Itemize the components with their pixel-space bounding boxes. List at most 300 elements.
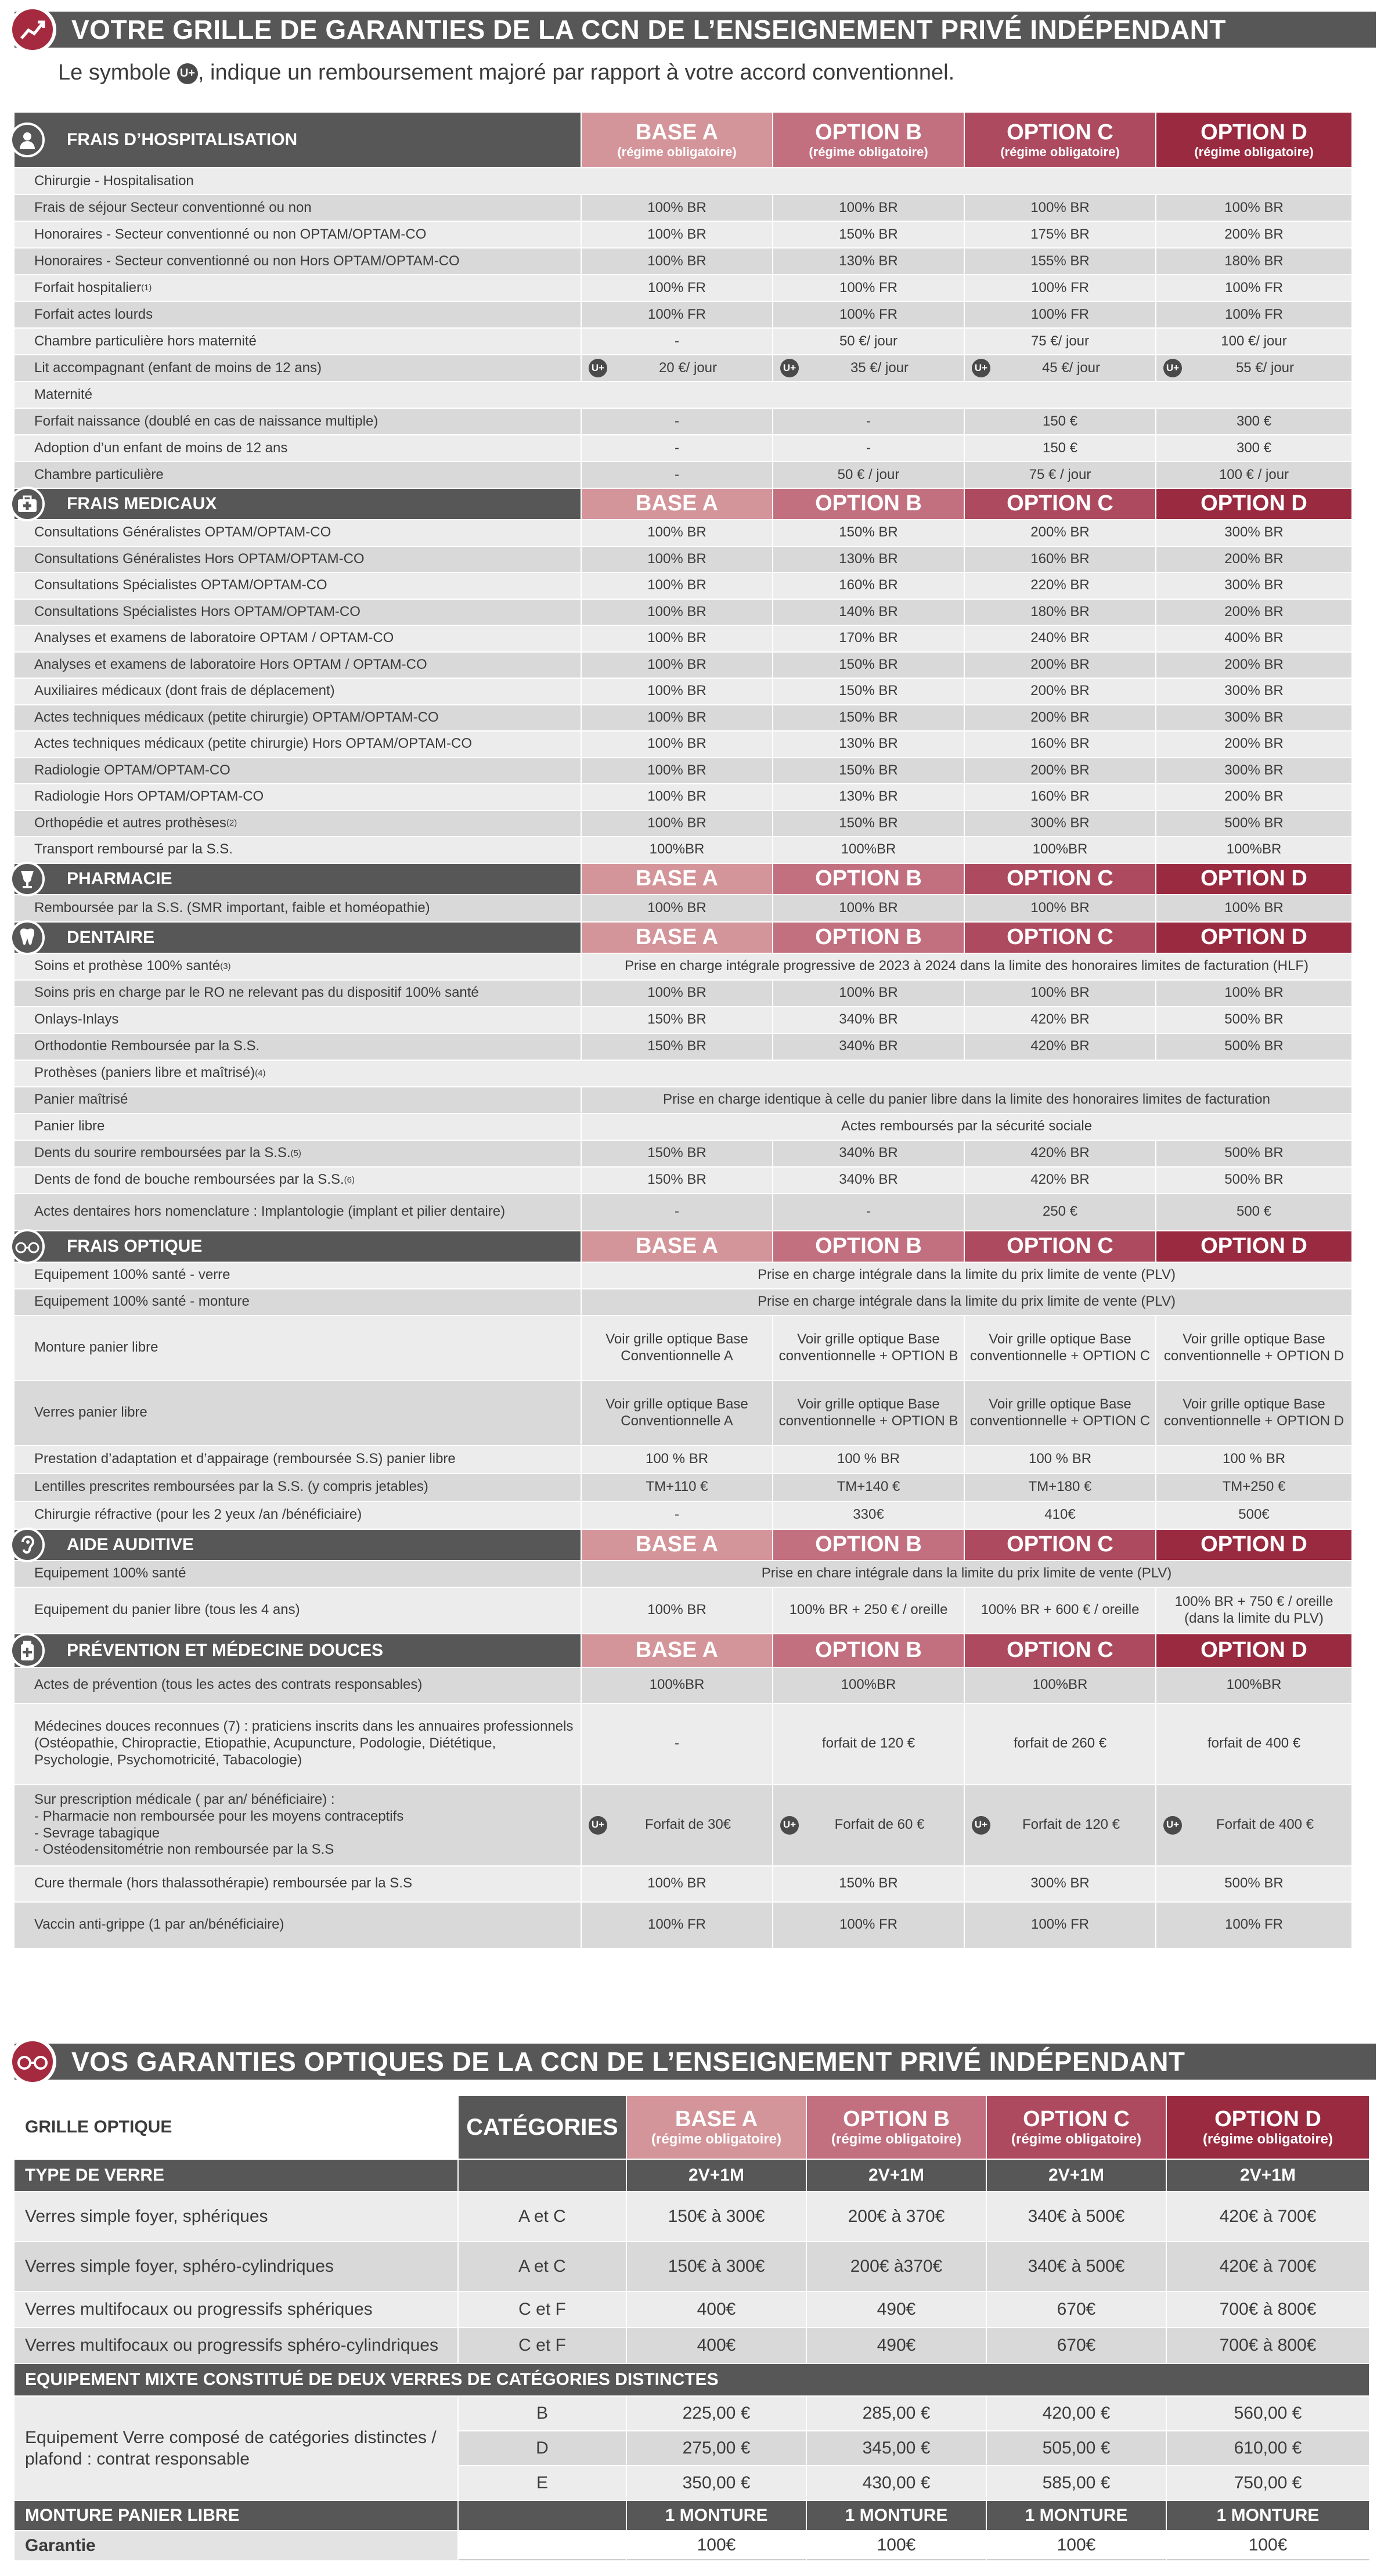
row-value: 100% BR bbox=[582, 811, 773, 837]
row-label bbox=[15, 1289, 582, 1315]
row-value: 500% BR bbox=[1156, 1007, 1353, 1033]
column-header: OPTION D bbox=[1156, 1634, 1353, 1667]
row-label bbox=[15, 1034, 582, 1060]
row-value: 100%BR bbox=[965, 837, 1156, 863]
section-header-label bbox=[15, 1530, 582, 1560]
row-value: 200% BR bbox=[1156, 784, 1353, 810]
column-header: OPTION C bbox=[965, 1231, 1156, 1262]
row-label bbox=[15, 1474, 582, 1501]
row-label-text: Lentilles prescrites remboursées par la S.S. (y compris jetables) bbox=[34, 1479, 428, 1495]
table-row bbox=[15, 1502, 1370, 1530]
row-value: 300% BR bbox=[1156, 705, 1353, 731]
dent-icon bbox=[10, 920, 45, 955]
table-row bbox=[15, 1704, 1370, 1785]
row-value: 100% BR bbox=[582, 758, 773, 784]
row-value: 200% BR bbox=[1156, 222, 1353, 247]
row-label bbox=[15, 811, 582, 837]
value-text: 35 €/ jour bbox=[850, 359, 909, 376]
row-value: 100%BR bbox=[582, 1668, 773, 1703]
row-label-text: Consultations Spécialistes Hors OPTAM/OPTAM-CO bbox=[34, 603, 361, 619]
row-label bbox=[15, 520, 582, 546]
row-label bbox=[15, 784, 582, 810]
table-row bbox=[15, 1474, 1370, 1502]
column-sub: (régime obligatoire) bbox=[1011, 2131, 1142, 2147]
table-row bbox=[15, 705, 1370, 732]
row-label bbox=[15, 355, 582, 381]
mixed-equipment-grid bbox=[15, 2397, 1370, 2501]
row-value bbox=[965, 355, 1156, 381]
column-header: OPTION D bbox=[1156, 1231, 1353, 1262]
row-value: 100% FR bbox=[965, 302, 1156, 327]
empty-cell bbox=[459, 2501, 627, 2530]
row-value: 100% BR bbox=[582, 222, 773, 247]
section-header-label bbox=[15, 1231, 582, 1262]
row-label: Verres simple foyer, sphériques bbox=[15, 2192, 459, 2241]
row-value: - bbox=[582, 1502, 773, 1529]
table-row bbox=[15, 302, 1370, 329]
row-value: 275,00 € bbox=[627, 2431, 807, 2466]
table-row bbox=[15, 275, 1370, 302]
table-row bbox=[15, 547, 1370, 574]
row-value: 160% BR bbox=[965, 784, 1156, 810]
section-header-title: FRAIS D’HOSPITALISATION bbox=[67, 130, 298, 149]
u-plus-icon: U+ bbox=[972, 359, 990, 377]
row-value: 150 € bbox=[965, 435, 1156, 461]
row-value: 130% BR bbox=[773, 784, 965, 810]
row-label-text: Transport remboursé par la S.S. bbox=[34, 841, 233, 858]
table-row bbox=[15, 1007, 1370, 1034]
row-label bbox=[15, 1194, 582, 1230]
row-value: 130% BR bbox=[773, 547, 965, 572]
section-header-title: PHARMACIE bbox=[67, 869, 172, 888]
row-value: 100% BR bbox=[582, 600, 773, 625]
value-text: Forfait de 60 € bbox=[834, 1817, 925, 1833]
row-label-text: Médecines douces reconnues (7) : praticiens inscrits dans les annuaires professionnels (Ostéopathie, Chiropractie, Etiopathie, Acupuncture, Podologie, Diététique, Psychologie, Psychomotricité, Tabacologie) bbox=[34, 1718, 574, 1768]
row-label bbox=[15, 248, 582, 274]
table-row bbox=[15, 1316, 1370, 1381]
table-row bbox=[15, 653, 1370, 679]
row-value: 200% BR bbox=[965, 705, 1156, 731]
section-title-bar bbox=[15, 12, 1376, 48]
row-value: 100% BR + 250 € / oreille bbox=[773, 1588, 965, 1633]
column-name: OPTION C bbox=[1023, 2107, 1130, 2131]
footnote-ref: (6) bbox=[344, 1174, 355, 1185]
row-value: TM+250 € bbox=[1156, 1474, 1353, 1501]
column-header: BASE A bbox=[582, 489, 773, 519]
pharma-icon bbox=[10, 862, 45, 896]
row-value: 285,00 € bbox=[807, 2397, 987, 2431]
value-text: 55 €/ jour bbox=[1235, 359, 1295, 376]
column-header bbox=[807, 2096, 987, 2159]
category-value: E bbox=[459, 2466, 627, 2501]
row-value: 100% BR bbox=[582, 895, 773, 921]
row-value bbox=[773, 1785, 965, 1865]
row-label-text: Equipement 100% santé - verre bbox=[34, 1267, 230, 1283]
row-value: 340% BR bbox=[773, 1034, 965, 1060]
column-header: OPTION D bbox=[1156, 1530, 1353, 1560]
row-value: 200% BR bbox=[1156, 547, 1353, 572]
row-label bbox=[15, 1381, 582, 1445]
row-value: 170% BR bbox=[773, 626, 965, 651]
row-value: 420% BR bbox=[965, 1141, 1156, 1166]
table-row bbox=[15, 1263, 1370, 1289]
row-value: 100% BR bbox=[582, 626, 773, 651]
row-value: 420,00 € bbox=[987, 2397, 1167, 2431]
section2-title: VOS GARANTIES OPTIQUES DE LA CCN DE L’ENSEIGNEMENT PRIVÉ INDÉPENDANT bbox=[71, 2047, 1185, 2077]
row-value: 100%BR bbox=[582, 837, 773, 863]
row-value: 300% BR bbox=[1156, 573, 1353, 599]
row-value: 340% BR bbox=[773, 1007, 965, 1033]
section2-title-bar bbox=[15, 2044, 1376, 2080]
row-value: 430,00 € bbox=[807, 2466, 987, 2501]
chart-icon bbox=[9, 6, 56, 53]
column-name: BASE A bbox=[675, 2107, 758, 2131]
row-value: 100% FR bbox=[582, 1903, 773, 1948]
optical-row bbox=[15, 2328, 1370, 2364]
column-sub: (régime obligatoire) bbox=[1202, 2131, 1333, 2147]
row-label-text: Auxiliaires médicaux (dont frais de déplacement) bbox=[34, 683, 335, 699]
type-verre-value: 2V+1M bbox=[807, 2160, 987, 2191]
row-value: 400€ bbox=[627, 2292, 807, 2327]
row-value: 420€ à 700€ bbox=[1167, 2192, 1370, 2241]
row-value: 100% FR bbox=[773, 302, 965, 327]
row-value: 150 € bbox=[965, 409, 1156, 434]
column-header: OPTION D bbox=[1156, 489, 1353, 519]
row-value: 225,00 € bbox=[627, 2397, 807, 2431]
section-header-title: AIDE AUDITIVE bbox=[67, 1534, 194, 1554]
row-value: 130% BR bbox=[773, 248, 965, 274]
row-label-text: Chambre particulière hors maternité bbox=[34, 333, 257, 349]
row-value: Voir grille optique Base Conventionnelle A bbox=[582, 1316, 773, 1380]
intro-text: Le symbole U+ , indique un remboursement majoré par rapport à votre accord conventionnel. bbox=[58, 60, 955, 85]
table-row bbox=[15, 1588, 1370, 1634]
row-label-text: Orthodontie Remboursée par la S.S. bbox=[34, 1038, 260, 1054]
row-value: 200% BR bbox=[1156, 732, 1353, 757]
row-value: 100% BR bbox=[582, 195, 773, 221]
row-value bbox=[582, 355, 773, 381]
optical-header bbox=[15, 2096, 1370, 2160]
empty-cell bbox=[459, 2531, 627, 2560]
row-value: 420% BR bbox=[965, 1007, 1156, 1033]
row-label-text: Monture panier libre bbox=[34, 1339, 158, 1356]
row-label-text: Soins pris en charge par le RO ne relevant pas du dispositif 100% santé bbox=[34, 985, 479, 1001]
row-value bbox=[773, 355, 965, 381]
med-icon bbox=[10, 487, 45, 521]
row-label-text: Dents de fond de bouche remboursées par la S.S. bbox=[34, 1172, 344, 1188]
row-value: 345,00 € bbox=[807, 2431, 987, 2466]
row-label: Verres multifocaux ou progressifs sphéro-cylindriques bbox=[15, 2328, 459, 2363]
row-value: 100% FR bbox=[1156, 302, 1353, 327]
column-name: OPTION B bbox=[815, 120, 922, 145]
row-label-text: Actes de prévention (tous les actes des contrats responsables) bbox=[34, 1677, 423, 1693]
row-value: 400€ bbox=[627, 2328, 807, 2363]
row-value: 150€ à 300€ bbox=[627, 2242, 807, 2291]
row-label bbox=[15, 837, 582, 863]
row-label bbox=[15, 1446, 582, 1473]
monture-value: 1 MONTURE bbox=[1167, 2501, 1370, 2530]
row-value: 100 % BR bbox=[1156, 1446, 1353, 1473]
row-value: - bbox=[582, 329, 773, 354]
category-value: C et F bbox=[459, 2328, 627, 2363]
row-label-text: Lit accompagnant (enfant de moins de 12 ans) bbox=[34, 359, 322, 376]
column-header: OPTION B bbox=[773, 489, 965, 519]
column-sub: (régime obligatoire) bbox=[651, 2131, 782, 2147]
row-label-text: Forfait actes lourds bbox=[34, 306, 153, 322]
row-value: 610,00 € bbox=[1167, 2431, 1370, 2466]
row-label-text: Panier maîtrisé bbox=[34, 1091, 128, 1108]
row-value: - bbox=[582, 462, 773, 488]
table-row bbox=[15, 626, 1370, 653]
table-row bbox=[15, 758, 1370, 785]
column-header: BASE A bbox=[582, 923, 773, 953]
row-value: 100% FR bbox=[773, 1903, 965, 1948]
row-label-text: Equipement 100% santé - monture bbox=[34, 1294, 250, 1310]
row-value: 100% BR bbox=[582, 573, 773, 599]
row-label-text: Chambre particulière bbox=[34, 466, 164, 482]
column-sub: (régime obligatoire) bbox=[809, 145, 928, 159]
row-label bbox=[15, 1007, 582, 1033]
row-value: 150% BR bbox=[773, 811, 965, 837]
section-header-optique bbox=[15, 1231, 1370, 1263]
garantie-value: 100€ bbox=[807, 2531, 987, 2560]
row-value-span: Prise en charge intégrale dans la limite du prix limite de vente (PLV) bbox=[582, 1289, 1353, 1315]
row-value: Voir grille optique Base conventionnelle + OPTION C bbox=[965, 1381, 1156, 1445]
column-header: BASE A bbox=[582, 1634, 773, 1667]
row-label bbox=[15, 1867, 582, 1901]
table-row bbox=[15, 248, 1370, 275]
table-row bbox=[15, 1141, 1370, 1168]
u-plus-icon: U+ bbox=[1163, 359, 1182, 377]
optical-row bbox=[15, 2292, 1370, 2328]
row-value: - bbox=[582, 409, 773, 434]
row-value: 150% BR bbox=[582, 1007, 773, 1033]
type-verre-value: 2V+1M bbox=[987, 2160, 1167, 2191]
row-value: 100 % BR bbox=[773, 1446, 965, 1473]
prev-icon bbox=[10, 1633, 45, 1668]
value-text: 45 €/ jour bbox=[1041, 359, 1101, 376]
row-value: 180% BR bbox=[965, 600, 1156, 625]
row-label-text: Adoption d’un enfant de moins de 12 ans bbox=[34, 439, 288, 456]
garantie-label: Garantie bbox=[15, 2531, 459, 2560]
mixed-label: Equipement Verre composé de catégories distinctes / plafond : contrat responsable bbox=[15, 2397, 459, 2501]
row-label-text: Actes dentaires hors nomenclature : Implantologie (implant et pilier dentaire) bbox=[34, 1204, 506, 1220]
row-label bbox=[15, 758, 582, 784]
row-label bbox=[15, 1168, 582, 1193]
row-value: 100% FR bbox=[965, 1903, 1156, 1948]
row-value: 200€ à 370€ bbox=[807, 2192, 987, 2241]
row-value: 300% BR bbox=[1156, 758, 1353, 784]
row-label bbox=[15, 382, 1353, 408]
column-header bbox=[965, 113, 1156, 167]
column-header bbox=[773, 113, 965, 167]
column-name: OPTION D bbox=[1201, 120, 1307, 145]
optical-row bbox=[15, 2242, 1370, 2292]
row-value: 420% BR bbox=[965, 1034, 1156, 1060]
row-label-text: Equipement du panier libre (tous les 4 ans) bbox=[34, 1602, 300, 1618]
row-label bbox=[15, 653, 582, 678]
row-value: 100% BR bbox=[965, 981, 1156, 1006]
table-row bbox=[15, 1114, 1370, 1141]
row-label bbox=[15, 435, 582, 461]
row-label bbox=[15, 954, 582, 979]
glasses-icon bbox=[9, 2038, 56, 2085]
row-label bbox=[15, 1588, 582, 1633]
section-header-title: PRÉVENTION ET MÉDECINE DOUCES bbox=[67, 1640, 384, 1660]
row-value: 400% BR bbox=[1156, 626, 1353, 651]
table-row bbox=[15, 520, 1370, 547]
row-value: 200% BR bbox=[965, 653, 1156, 678]
row-value: - bbox=[582, 1194, 773, 1230]
column-header: OPTION C bbox=[965, 1634, 1156, 1667]
row-value: 670€ bbox=[987, 2328, 1167, 2363]
footnote-ref: (4) bbox=[255, 1068, 266, 1078]
footnote-ref: (5) bbox=[290, 1148, 301, 1158]
row-label-text: Analyses et examens de laboratoire Hors OPTAM / OPTAM-CO bbox=[34, 656, 427, 672]
row-value: 155% BR bbox=[965, 248, 1156, 274]
column-header: BASE A bbox=[582, 1530, 773, 1560]
table-row bbox=[15, 355, 1370, 382]
row-value: 670€ bbox=[987, 2292, 1167, 2327]
row-value: forfait de 120 € bbox=[773, 1704, 965, 1784]
row-value: 150% BR bbox=[582, 1141, 773, 1166]
row-label-text: Vaccin anti-grippe (1 par an/bénéficiaire) bbox=[34, 1916, 284, 1933]
table-row bbox=[15, 1061, 1370, 1087]
section-header-label bbox=[15, 1634, 582, 1667]
row-value: 150% BR bbox=[773, 653, 965, 678]
row-value: 200% BR bbox=[965, 758, 1156, 784]
row-label: Verres simple foyer, sphéro-cylindriques bbox=[15, 2242, 459, 2291]
row-value: 100% BR bbox=[582, 981, 773, 1006]
row-value: 500% BR bbox=[1156, 1168, 1353, 1193]
table-row bbox=[15, 811, 1370, 838]
row-label-text: Frais de séjour Secteur conventionné ou non bbox=[34, 199, 312, 215]
table-row bbox=[15, 981, 1370, 1007]
row-value: Voir grille optique Base Conventionnelle A bbox=[582, 1381, 773, 1445]
row-value: - bbox=[582, 1704, 773, 1784]
row-label-text: Consultations Spécialistes OPTAM/OPTAM-CO bbox=[34, 577, 327, 593]
row-label bbox=[15, 329, 582, 354]
section-header-label bbox=[15, 923, 582, 953]
table-row bbox=[15, 1381, 1370, 1446]
u-plus-icon: U+ bbox=[589, 359, 607, 377]
row-value: 300% BR bbox=[965, 1867, 1156, 1901]
row-value bbox=[965, 1785, 1156, 1865]
row-value: 100% BR bbox=[582, 1867, 773, 1901]
garantie-row bbox=[15, 2531, 1370, 2561]
row-value: 100% BR bbox=[1156, 195, 1353, 221]
column-header: OPTION C bbox=[965, 489, 1156, 519]
row-label-text: Chirurgie réfractive (pour les 2 yeux /an /bénéficiaire) bbox=[34, 1507, 362, 1523]
row-value: 150% BR bbox=[773, 1867, 965, 1901]
column-name: BASE A bbox=[635, 120, 719, 145]
row-value: 100% BR bbox=[582, 547, 773, 572]
section-header-hosp bbox=[15, 113, 1370, 168]
row-value: 410€ bbox=[965, 1502, 1156, 1529]
value-text: Forfait de 120 € bbox=[1022, 1817, 1120, 1833]
row-label bbox=[15, 732, 582, 757]
row-value bbox=[1156, 355, 1353, 381]
table-row bbox=[15, 409, 1370, 435]
column-header bbox=[987, 2096, 1167, 2159]
column-name: OPTION D bbox=[1214, 2107, 1321, 2131]
garantie-value: 100€ bbox=[1167, 2531, 1370, 2560]
footnote-ref: (2) bbox=[226, 818, 237, 828]
row-value: 200% BR bbox=[965, 520, 1156, 546]
row-value: 100% BR bbox=[773, 895, 965, 921]
row-value-span: Prise en charge identique à celle du panier libre dans la limite des honoraires limites de facturation bbox=[582, 1087, 1353, 1113]
column-sub: (régime obligatoire) bbox=[1194, 145, 1314, 159]
row-label bbox=[15, 705, 582, 731]
column-header: OPTION C bbox=[965, 1530, 1156, 1560]
column-header: OPTION B bbox=[773, 1530, 965, 1560]
row-value: 100%BR bbox=[1156, 837, 1353, 863]
table-row bbox=[15, 732, 1370, 758]
row-value: 500 € bbox=[1156, 1194, 1353, 1230]
row-value: 340% BR bbox=[773, 1141, 965, 1166]
row-label bbox=[15, 1061, 1353, 1086]
category-value: A et C bbox=[459, 2192, 627, 2241]
row-value: TM+180 € bbox=[965, 1474, 1156, 1501]
table-row bbox=[15, 679, 1370, 705]
row-value: 100% BR bbox=[582, 784, 773, 810]
row-label bbox=[15, 1502, 582, 1529]
row-label bbox=[15, 895, 582, 921]
row-value: 130% BR bbox=[773, 732, 965, 757]
row-label bbox=[15, 547, 582, 572]
row-value: 100 % BR bbox=[582, 1446, 773, 1473]
row-value: 505,00 € bbox=[987, 2431, 1167, 2466]
row-value: 490€ bbox=[807, 2328, 987, 2363]
row-label bbox=[15, 462, 582, 488]
u-plus-icon: U+ bbox=[780, 1816, 799, 1835]
row-value: 500% BR bbox=[1156, 811, 1353, 837]
row-label bbox=[15, 1785, 582, 1865]
table-row bbox=[15, 954, 1370, 981]
row-value: 350,00 € bbox=[627, 2466, 807, 2501]
column-header: OPTION C bbox=[965, 923, 1156, 953]
row-value bbox=[582, 1785, 773, 1865]
guarantees-table bbox=[15, 113, 1370, 1949]
row-value: forfait de 400 € bbox=[1156, 1704, 1353, 1784]
row-value-span: Prise en charge intégrale progressive de 2023 à 2024 dans la limite des honoraires limites de facturation (HLF) bbox=[582, 954, 1353, 979]
table-row bbox=[15, 1668, 1370, 1704]
row-value: - bbox=[773, 409, 965, 434]
row-label-text: Soins et prothèse 100% santé bbox=[34, 958, 221, 974]
column-sub: (régime obligatoire) bbox=[617, 145, 737, 159]
table-row bbox=[15, 1087, 1370, 1114]
row-label-text: Prothèses (paniers libre et maîtrisé) bbox=[34, 1065, 255, 1081]
row-value: 420€ à 700€ bbox=[1167, 2242, 1370, 2291]
table-row bbox=[15, 1785, 1370, 1867]
row-label bbox=[15, 1704, 582, 1784]
row-value: 560,00 € bbox=[1167, 2397, 1370, 2431]
row-label bbox=[15, 275, 582, 301]
row-label-text: Onlays-Inlays bbox=[34, 1011, 119, 1028]
row-label-text: Forfait naissance (doublé en cas de naissance multiple) bbox=[34, 413, 379, 429]
row-value: 200% BR bbox=[1156, 653, 1353, 678]
section-header-title: FRAIS MEDICAUX bbox=[67, 494, 217, 513]
row-label-text: Prestation d’adaptation et d’appairage (remboursée S.S) panier libre bbox=[34, 1451, 456, 1467]
row-label bbox=[15, 1316, 582, 1380]
row-value: 340€ à 500€ bbox=[987, 2242, 1167, 2291]
row-label bbox=[15, 1561, 582, 1587]
table-row bbox=[15, 573, 1370, 600]
row-value: 160% BR bbox=[965, 732, 1156, 757]
u-plus-icon: U+ bbox=[972, 1816, 990, 1835]
row-value-span: Actes remboursés par la sécurité sociale bbox=[582, 1114, 1353, 1140]
section-header-label bbox=[15, 489, 582, 519]
table-row bbox=[15, 435, 1370, 462]
